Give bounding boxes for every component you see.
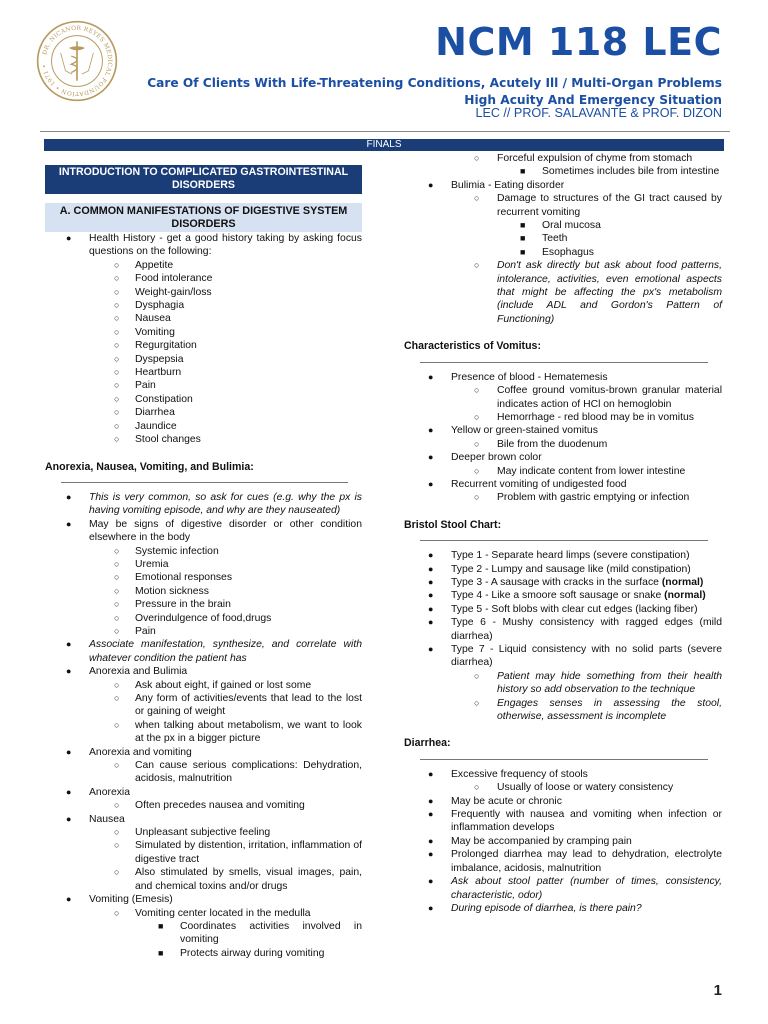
list-item: ● Frequently with nausea and vomiting when infection or inflammation develops [428, 809, 722, 834]
list-item: ○ Emotional responses [114, 572, 233, 584]
list-item: ● Yellow or green-stained vomitus [428, 425, 598, 437]
diarrhea-heading: Diarrhea: [404, 737, 451, 750]
list-item: ○ Pain [114, 625, 156, 637]
list-item: ○ Patient may hide something from their health history so add observation to the technique [474, 670, 722, 696]
list-item: ○ Stool changes [114, 434, 201, 446]
list-item: ○ Simulated by distention, irritation, inflammation of digestive tract [114, 840, 362, 865]
svg-text:DR. NICANOR REYES MEDICAL FOUN: DR. NICANOR REYES MEDICAL FOUNDATION • 1971 • [41, 25, 113, 97]
list-item: ● Type 7 - Liquid consistency with no solid parts (severe diarrhea) [428, 644, 722, 669]
list-item: ○ Don't ask directly but ask about food patterns, intolerance, activities, even emotional aspects that might be affecting the px's metabolism (include ADL and Gordon's Pattern of Functioning) [474, 260, 722, 325]
list-item: ● Anorexia and Bulimia [66, 666, 188, 678]
list-item: ○ Ask about eight, if gained or lost some [114, 679, 312, 691]
course-subtitle: Care Of Clients With Life-Threatening Conditions, Acutely Ill / Multi-Organ Problems High Acuity And Emergency Situation [147, 76, 722, 107]
list-item: ● Nausea [66, 813, 125, 825]
list-item: ● Prolonged diarrhea may lead to dehydration, electrolyte imbalance, acidosis, malnutrition [428, 849, 722, 874]
list-item: ● Presence of blood - Hematemesis [428, 371, 608, 383]
list-item: ● Type 6 - Mushy consistency with ragged edges (mild diarrhea) [428, 617, 722, 642]
list-item: ○ Food intolerance [114, 273, 213, 285]
list-item: ○ Damage to structures of the GI tract caused by recurrent vomiting [474, 193, 722, 218]
vomitus-heading: Characteristics of Vomitus: [404, 340, 541, 353]
list-item: ○ Motion sickness [114, 585, 209, 597]
list-item: ○ Pressure in the brain [114, 599, 231, 611]
list-item: ○ Regurgitation [114, 340, 197, 352]
list-item: ● Excessive frequency of stools [428, 768, 588, 780]
list-item: ● Type 1 - Separate heard limps (severe constipation) [428, 550, 690, 562]
list-item: ■ Oral mucosa [520, 220, 601, 232]
list-item: ● During episode of diarrhea, is there pain? [428, 902, 642, 914]
list-item: ○ Can cause serious complications: Dehydration, acidosis, malnutrition [114, 760, 362, 785]
course-title: NCM 118 LEC [435, 20, 722, 64]
school-seal-logo [36, 20, 118, 102]
list-item: ● Health History - get a good history taking by asking focus questions on the following: [66, 233, 362, 258]
list-item: ○ Pain [114, 380, 156, 392]
health-history-list [45, 232, 362, 447]
list-item: ○ Weight-gain/loss [114, 286, 212, 298]
list-item: ● May be accompanied by cramping pain [428, 835, 632, 847]
list-item: ○ when talking about metabolism, we want to look at the px in a bigger picture [114, 719, 362, 745]
list-item: ○ May indicate content from lower intestine [474, 465, 686, 477]
page-number: 1 [713, 982, 722, 999]
list-item: ○ Systemic infection [114, 545, 219, 557]
list-item: ○ Jaundice [114, 420, 177, 432]
right-column [404, 152, 722, 915]
list-item: ■ Esophagus [520, 246, 594, 258]
list-item: ● Type 5 - Soft blobs with clear cut edges (lacking fiber) [428, 603, 698, 615]
list-item: ○ Bile from the duodenum [474, 438, 608, 450]
heading-rule [420, 540, 708, 541]
bristol-heading: Bristol Stool Chart: [404, 518, 502, 531]
bristol-list [404, 549, 722, 723]
left-column [45, 165, 362, 960]
list-item: ● This is very common, so ask for cues (e.g. why the px is having vomiting episode, and why are they nauseated) [66, 491, 362, 517]
list-item: ● Type 2 - Lumpy and sausage like (mild constipation) [428, 563, 691, 575]
list-item: ● Associate manifestation, synthesize, and correlate with whatever condition the patient has [66, 639, 362, 664]
finals-bar: FINALS [44, 139, 724, 151]
list-item: ○ Unpleasant subjective feeling [114, 827, 271, 839]
list-item: ■ Protects airway during vomiting [158, 947, 325, 959]
list-item: ○ Heartburn [114, 367, 182, 379]
list-item: ○ Engages senses in assessing the stool, otherwise, assessment is incomplete [474, 697, 722, 723]
heading-rule [420, 759, 708, 760]
list-item: ● May be acute or chronic [428, 795, 562, 807]
vomiting-continued-list [404, 152, 722, 326]
vomitus-list [404, 371, 722, 505]
list-item: ○ Forceful expulsion of chyme from stomach [474, 153, 693, 164]
list-item: ○ Any form of activities/events that lead to the lost or gaining of weight [114, 693, 362, 718]
subsection-heading: A. COMMON MANIFESTATIONS OF DIGESTIVE SYSTEM DISORDERS [45, 203, 362, 232]
list-item: ● Type 4 - Like a smoore soft sausage or snake (normal) [428, 590, 706, 602]
list-item: ● May be signs of digestive disorder or other condition elsewhere in the body [66, 518, 362, 544]
list-item: ○ Constipation [114, 393, 193, 405]
list-item: ● Anorexia and vomiting [66, 746, 192, 758]
anorexia-list [45, 491, 362, 960]
section-heading: INTRODUCTION TO COMPLICATED GASTROINTESTINAL DISORDERS [45, 165, 362, 194]
list-item: ■ Teeth [520, 233, 568, 245]
list-item: ○ Problem with gastric emptying or infection [474, 492, 690, 504]
list-item: ● Recurrent vomiting of undigested food [428, 478, 627, 490]
list-item: ● Vomiting (Emesis) [66, 894, 173, 906]
list-item: ● Anorexia [66, 786, 131, 798]
list-item: ○ Nausea [114, 313, 171, 325]
list-item: ○ Appetite [114, 259, 174, 271]
list-item: ○ Diarrhea [114, 407, 175, 419]
anorexia-heading: Anorexia, Nausea, Vomiting, and Bulimia: [45, 460, 254, 473]
list-item: ○ Coffee ground vomitus-brown granular material indicates action of HCl on hemoglobin [474, 385, 722, 410]
list-item: ○ Dysphagia [114, 300, 185, 312]
heading-rule [61, 482, 348, 483]
list-item: ● Type 3 - A sausage with cracks in the surface (normal) [428, 576, 704, 588]
list-item: ○ Overindulgence of food,drugs [114, 612, 272, 624]
list-item: ● Deeper brown color [428, 452, 542, 464]
list-item: ○ Also stimulated by smells, visual images, pain, and chemical toxins and/or drugs [114, 867, 362, 892]
list-item: ○ Vomiting center located in the medulla [114, 907, 311, 919]
list-item: ○ Often precedes nausea and vomiting [114, 800, 305, 812]
list-item: ○ Usually of loose or watery consistency [474, 782, 674, 794]
list-item: ● Ask about stool patter (number of times, consistency, characteristic, odor) [428, 876, 722, 901]
course-byline: LEC // PROF. SALAVANTE & PROF. DIZON [475, 106, 722, 120]
list-item: ■ Coordinates activities involved in vomiting [158, 920, 362, 946]
heading-rule [420, 362, 708, 363]
list-item: ○ Dyspepsia [114, 353, 184, 365]
diarrhea-list [404, 768, 722, 915]
list-item: ○ Uremia [114, 558, 169, 570]
list-item: ● Bulimia - Eating disorder [428, 179, 565, 191]
header-divider [40, 131, 730, 132]
list-item: ○ Hemorrhage - red blood may be in vomitus [474, 411, 694, 423]
list-item: ○ Vomiting [114, 326, 175, 338]
list-item: ■ Sometimes includes bile from intestine [520, 166, 720, 178]
